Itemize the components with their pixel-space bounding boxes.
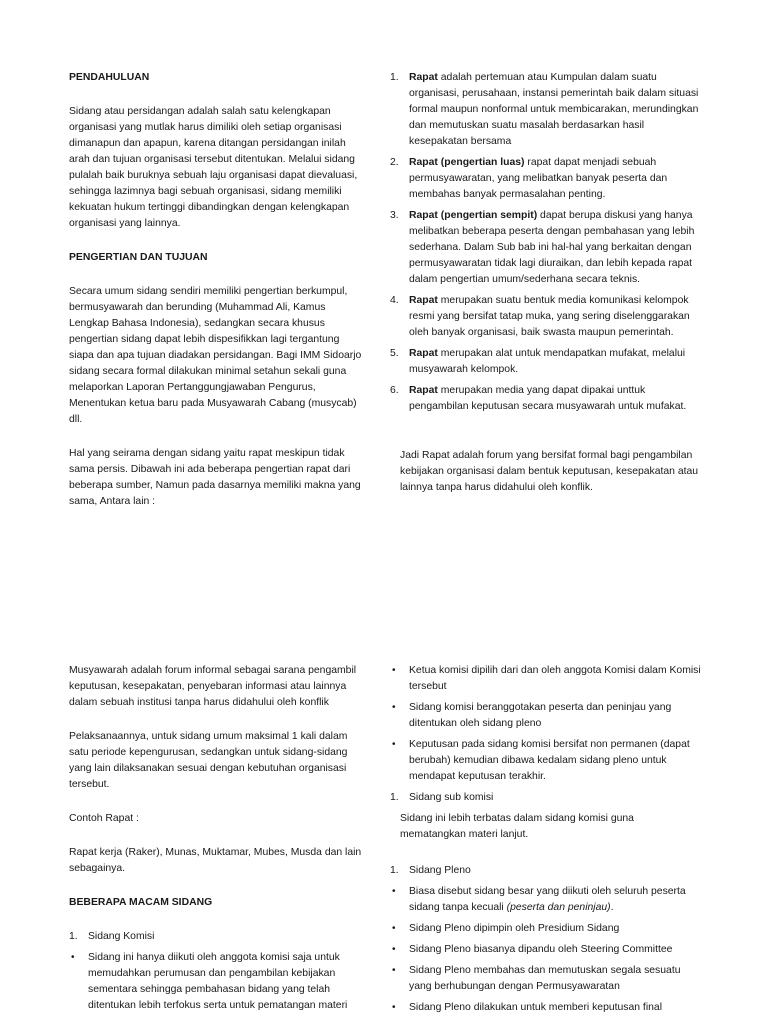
definition-text: merupakan suatu bentuk media komunikasi kelompok resmi yang bersifat tatap muka, yang sering diselenggarakan oleh banyak organisasi, baik swasta maupun pemerintah. xyxy=(409,295,690,338)
sidang-sub-komisi-list xyxy=(390,790,702,806)
list-item xyxy=(390,293,702,341)
bullet-icon: • xyxy=(71,952,75,963)
list-number: 6. xyxy=(390,385,399,396)
paragraph-jadi-rapat: Jadi Rapat adalah forum yang bersifat formal bagi pengambilan kebijakan organisasi dalam bentuk keputusan, kesepakatan atau lainnya tanpa harus didahului oleh konflik. xyxy=(400,450,699,493)
bullet-text-end: . xyxy=(610,902,614,913)
term-bold: Rapat xyxy=(409,385,438,396)
list-item xyxy=(390,346,702,378)
list-item xyxy=(390,1000,702,1016)
list-item xyxy=(390,383,702,415)
term-bold: Rapat (pengertian luas) xyxy=(409,157,525,168)
list-item xyxy=(390,863,702,879)
sub-komisi-text: Sidang ini lebih terbatas dalam sidang komisi guna mematangkan materi lanjut. xyxy=(400,813,634,840)
bullet-text: Ketua komisi dipilih dari dan oleh anggota Komisi dalam Komisi tersebut xyxy=(409,665,701,692)
list-item xyxy=(390,70,702,150)
list-item xyxy=(390,963,702,995)
heading-pendahuluan: PENDAHULUAN xyxy=(69,72,150,83)
bullet-text: Sidang Pleno dilakukan untuk memberi keputusan final xyxy=(409,1002,662,1013)
list-number: 1. xyxy=(390,72,399,83)
definition-text: adalah pertemuan atau Kumpulan dalam suatu organisasi, perusahaan, instansi pemerintah baik dalam situasi formal maupun nonformal untuk membicarakan, merundingkan dan memutuskan suatu masalah berdasarkan hasil kesepakatan bersama xyxy=(409,72,699,147)
paragraph-musyawarah: Musyawarah adalah forum informal sebagai sarana pengambil keputusan, kesepakatan, penyebaran informasi atau lainnya dalam sebuah institusi tanpa harus didahului oleh konflik xyxy=(69,665,357,708)
sidang-pleno-title: Sidang Pleno xyxy=(409,865,471,876)
sidang-pleno-list xyxy=(390,863,702,879)
bullet-icon: • xyxy=(392,665,396,676)
contoh-rapat-text: Rapat kerja (Raker), Munas, Muktamar, Mubes, Musda dan lain sebagainya. xyxy=(69,847,362,874)
term-bold: Rapat (pengertian sempit) xyxy=(409,210,538,221)
list-item xyxy=(390,737,702,785)
list-number: 1. xyxy=(390,865,399,876)
list-item xyxy=(390,663,702,695)
list-item xyxy=(390,942,702,958)
term-bold: Rapat xyxy=(409,348,438,359)
definition-text: merupakan media yang dapat dipakai unttuk pengambilan keputusan secara musyawarah untuk mufakat. xyxy=(409,385,687,412)
bullet-icon: • xyxy=(392,886,396,897)
heading-pengertian: PENGERTIAN DAN TUJUAN xyxy=(69,252,208,263)
term-bold: Rapat xyxy=(409,295,438,306)
list-number: 2. xyxy=(390,157,399,168)
pleno-bullets xyxy=(390,884,702,1016)
bullet-text: Sidang komisi beranggotakan peserta dan peninjau yang ditentukan oleh sidang pleno xyxy=(409,702,672,729)
list-item xyxy=(390,700,702,732)
sidang-komisi-title: Sidang Komisi xyxy=(88,931,155,942)
sidang-komisi-bullets xyxy=(69,950,367,1014)
komisi-detail-bullets xyxy=(390,663,702,785)
left-bottom-column xyxy=(69,663,367,1019)
heading-macam-sidang: BEBERAPA MACAM SIDANG xyxy=(69,897,213,908)
bullet-text: Biasa disebut sidang besar yang diikuti oleh seluruh peserta sidang tanpa kecuali xyxy=(409,886,686,913)
bullet-icon: • xyxy=(392,1002,396,1013)
list-item xyxy=(69,950,367,1014)
definition-text: dapat berupa diskusi yang hanya melibatkan beberapa peserta dengan pembahasan yang lebih sederhana. Dalam Sub bab ini hal-hal yang berkaitan dengan permusyawaratan tidak lagi diuraikan, dan lebih kepada rapat dalam pengertian umum/sederhana secara teknis. xyxy=(409,210,695,285)
list-number: 4. xyxy=(390,295,399,306)
bullet-text: Sidang Pleno dipimpin oleh Presidium Sidang xyxy=(409,923,620,934)
term-bold: Rapat xyxy=(409,72,438,83)
bullet-icon: • xyxy=(392,965,396,976)
bullet-text: Sidang ini hanya diikuti oleh anggota komisi saja untuk memudahkan perumusan dan pengambilan kebijakan sementara sehingga pembahasan bidang yang telah ditentukan lebih terfokus serta untuk pematangan materi xyxy=(88,952,348,1011)
list-number: 3. xyxy=(390,210,399,221)
sidang-komisi-list xyxy=(69,929,367,945)
list-number: 5. xyxy=(390,348,399,359)
paragraph-pendahuluan: Sidang atau persidangan adalah salah satu kelengkapan organisasi yang mutlak harus dimiliki oleh setiap organisasi dimanapun dan apapun, karena ditangan persidangan inilah arah dan tujuan organisasi tersebut ditentukan. Melalui sidang pulalah baik buruknya sebuah laju organisasi dapat dievaluasi, sehingga lazimnya bagi sebuah organisasi, sidang memiliki kekuatan hukum tertinggi dibandingkan dengan kelengkapan organisasi yang lainnya. xyxy=(69,106,358,229)
paragraph-pengertian: Secara umum sidang sendiri memiliki pengertian berkumpul, bermusyawarah dan berunding (Muhammad Ali, Kamus Lengkap Bahasa Indonesia), sedangkan secara khusus pengertian sidang dapat lebih dispesifikkan lagi tergantung siapa dan apa tujuan diadakan persidangan. Bagi IMM Sidoarjo sidang secara formal dilakukan minimal setahun sekali guna melaporkan Laporan Pertanggungjawaban Pengurus, Menentukan ketua baru pada Musyawarah Cabang (musycab) dll. xyxy=(69,286,362,425)
right-top-column xyxy=(390,70,702,496)
bullet-icon: • xyxy=(392,944,396,955)
definition-text: rapat dapat menjadi sebuah permusyawaratan, yang melibatkan banyak peserta dan membahas banyak permasalahan penting. xyxy=(409,157,668,200)
bullet-text: Sidang Pleno membahas dan memutuskan segala sesuatu yang berhubungan dengan Permusyawaratan xyxy=(409,965,681,992)
sidang-sub-komisi-title: Sidang sub komisi xyxy=(409,792,494,803)
bullet-icon: • xyxy=(392,702,396,713)
list-number: 1. xyxy=(69,931,78,942)
bullet-text: Keputusan pada sidang komisi bersifat non permanen (dapat berubah) kemudian dibawa kedalam sidang pleno untuk mendapat keputusan terakhir. xyxy=(409,739,690,782)
left-top-column xyxy=(69,70,367,510)
definition-text: merupakan alat untuk mendapatkan mufakat, melalui musyawarah kelompok. xyxy=(409,348,686,375)
paragraph-pelaksanaan: Pelaksanaannya, untuk sidang umum maksimal 1 kali dalam satu periode kepengurusan, sedangkan untuk sidang-sidang yang lain dilaksanakan sesuai dengan kebutuhan organisasi tersebut. xyxy=(69,731,348,790)
bullet-icon: • xyxy=(392,739,396,750)
list-item xyxy=(390,921,702,937)
rapat-definition-list xyxy=(390,70,702,415)
bullet-text: Sidang Pleno biasanya dipandu oleh Steering Committee xyxy=(409,944,673,955)
right-bottom-column xyxy=(390,663,702,1021)
list-item xyxy=(390,790,702,806)
list-item xyxy=(69,929,367,945)
contoh-rapat-label: Contoh Rapat : xyxy=(69,813,139,824)
list-number: 1. xyxy=(390,792,399,803)
list-item xyxy=(390,155,702,203)
bullet-icon: • xyxy=(392,923,396,934)
bullet-italic-text: (peserta dan peninjau) xyxy=(506,902,611,913)
list-item xyxy=(390,208,702,288)
paragraph-seirama: Hal yang seirama dengan sidang yaitu rapat meskipun tidak sama persis. Dibawah ini ada beberapa pengertian rapat dari beberapa sumber, Namun pada dasarnya memiliki makna yang sama, Antara lain : xyxy=(69,448,361,507)
list-item xyxy=(390,884,702,916)
